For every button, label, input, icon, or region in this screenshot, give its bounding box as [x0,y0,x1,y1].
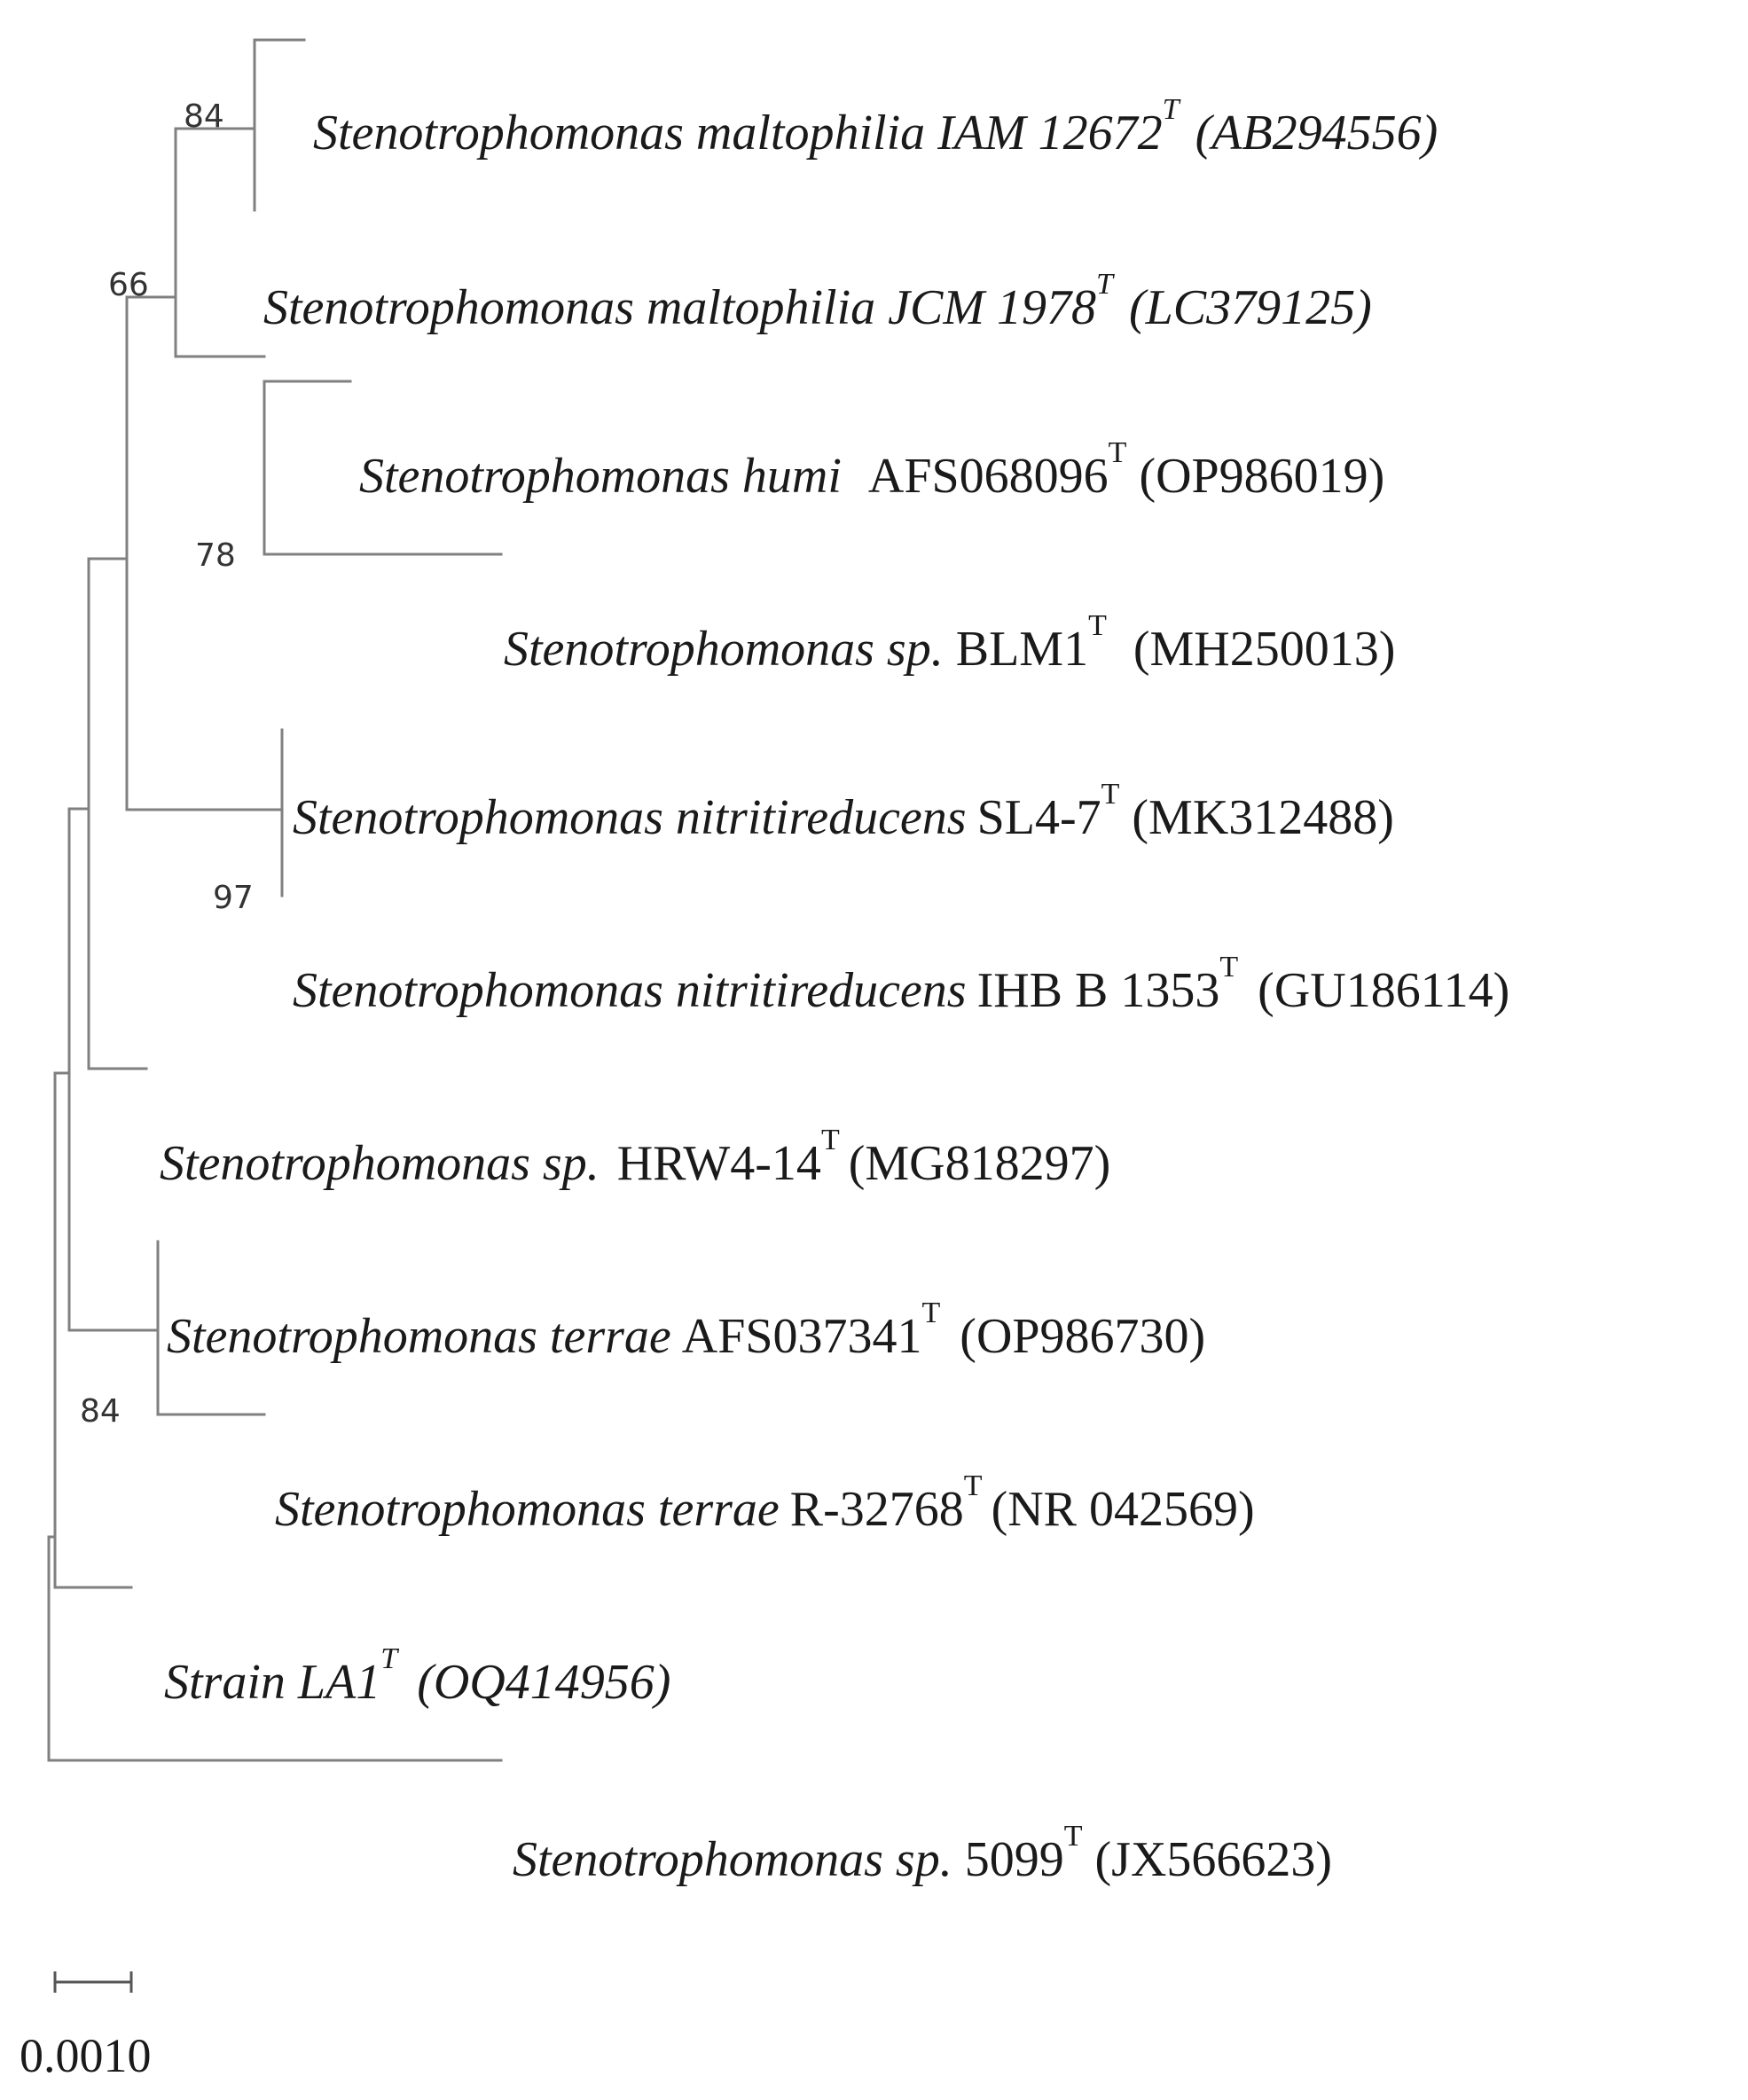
taxon-label: Stenotrophomonas humi $AFS068096^T$ (OP986019) [359,436,1385,504]
taxon-label: Stenotrophomonas maltophilia IAM $12672^T$ (AB294556) [313,93,1438,161]
taxon-label: Stenotrophomonas terrae $R-32768^T$ (NR 042569) [275,1469,1255,1537]
scale-bar [20,1971,152,2082]
taxon-label: Stenotrophomonas maltophilia JCM $1978^T$ (LC379125) [263,268,1372,335]
bootstrap-value: 84 [80,1393,121,1430]
scale-bar-label: 0.0010 [20,2029,152,2082]
taxon-label: Stenotrophomonas sp. $HRW4-14^T$ (MG818297) [160,1124,1111,1191]
taxon-labels [160,93,1509,1887]
taxon-label: Stenotrophomonas nitritireducens $SL4-7^T$ (MK312488) [293,778,1394,845]
taxon-label: Strain $LA1^T$ (OQ414956) [164,1642,671,1710]
scale-bar-line [55,1971,131,1993]
bootstrap-value: 78 [195,537,236,574]
taxon-label: Stenotrophomonas sp. $BLM1^T$ (MH250013) [504,609,1396,677]
bootstrap-value: 97 [213,880,254,916]
taxon-label: Stenotrophomonas nitritireducens IHB B $1353^T$ (GU186114) [293,951,1510,1018]
taxon-label: Stenotrophomonas terrae $AFS037341^T$ (OP986730) [167,1297,1206,1364]
bootstrap-value: 66 [108,267,149,303]
bootstrap-value: 84 [184,98,224,135]
taxon-label: Stenotrophomonas sp. $5099^T$ (JX566623) [513,1820,1333,1887]
